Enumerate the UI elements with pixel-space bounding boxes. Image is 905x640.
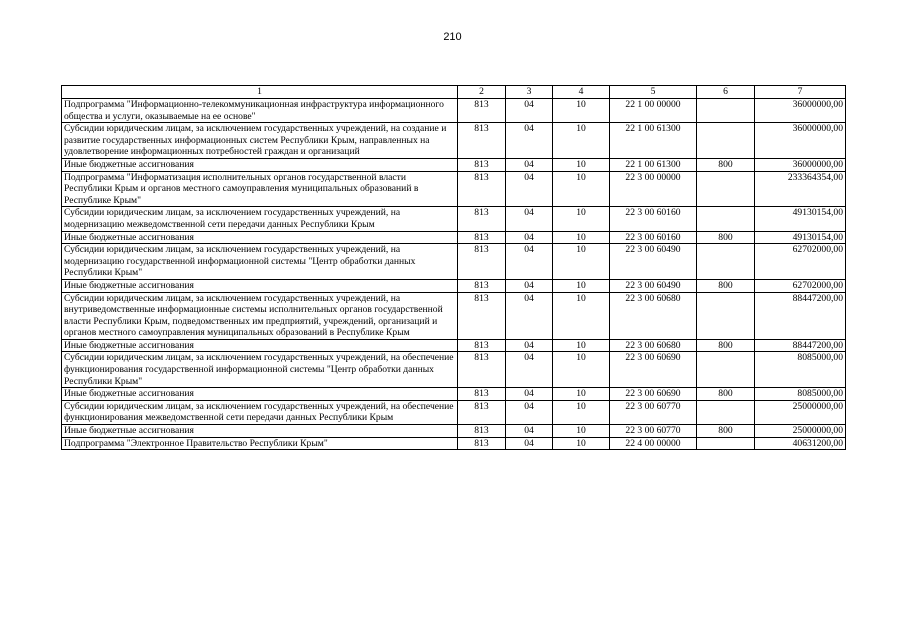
row-amount-cell: 49130154,00: [755, 231, 846, 244]
table-row: [62, 279, 846, 292]
row-target-article-cell: 22 1 00 61300: [610, 158, 697, 171]
row-name-cell: Иные бюджетные ассигнования: [62, 425, 458, 438]
row-subsection-cell: 10: [553, 171, 610, 207]
row-subsection-cell: 10: [553, 231, 610, 244]
table-row: [62, 99, 846, 123]
row-name-cell: Субсидии юридическим лицам, за исключением государственных учреждений, на обеспечение функционирования государственной информационной системы "Центр обработки данных Республики Крым": [62, 352, 458, 388]
row-section-cell: 04: [506, 425, 553, 438]
row-expense-type-cell: 800: [697, 425, 755, 438]
row-subsection-cell: 10: [553, 158, 610, 171]
row-amount-cell: 36000000,00: [755, 99, 846, 123]
row-expense-type-cell: [697, 292, 755, 339]
row-section-cell: 04: [506, 279, 553, 292]
row-subsection-cell: 10: [553, 437, 610, 450]
column-header: 6: [697, 86, 755, 99]
row-name-cell: Иные бюджетные ассигнования: [62, 339, 458, 352]
row-section-cell: 04: [506, 292, 553, 339]
row-ministry-code-cell: 813: [458, 99, 506, 123]
row-section-cell: 04: [506, 123, 553, 159]
row-section-cell: 04: [506, 158, 553, 171]
row-subsection-cell: 10: [553, 279, 610, 292]
row-name-cell: Иные бюджетные ассигнования: [62, 158, 458, 171]
row-section-cell: 04: [506, 99, 553, 123]
column-header: 1: [62, 86, 458, 99]
row-target-article-cell: 22 3 00 60690: [610, 352, 697, 388]
table-row: [62, 339, 846, 352]
row-ministry-code-cell: 813: [458, 244, 506, 280]
row-section-cell: 04: [506, 231, 553, 244]
row-ministry-code-cell: 813: [458, 231, 506, 244]
row-subsection-cell: 10: [553, 339, 610, 352]
row-target-article-cell: 22 3 00 00000: [610, 171, 697, 207]
row-expense-type-cell: [697, 207, 755, 231]
table-row: [62, 425, 846, 438]
table-header-row: [62, 86, 846, 99]
row-ministry-code-cell: 813: [458, 437, 506, 450]
row-ministry-code-cell: 813: [458, 352, 506, 388]
row-subsection-cell: 10: [553, 99, 610, 123]
row-amount-cell: 88447200,00: [755, 339, 846, 352]
row-subsection-cell: 10: [553, 292, 610, 339]
table-row: [62, 352, 846, 388]
row-target-article-cell: 22 3 00 60490: [610, 279, 697, 292]
table-row: [62, 400, 846, 424]
row-name-cell: Иные бюджетные ассигнования: [62, 279, 458, 292]
row-target-article-cell: 22 3 00 60680: [610, 339, 697, 352]
row-target-article-cell: 22 3 00 60160: [610, 231, 697, 244]
row-amount-cell: 36000000,00: [755, 123, 846, 159]
row-subsection-cell: 10: [553, 388, 610, 401]
row-name-cell: Субсидии юридическим лицам, за исключением государственных учреждений, на модернизацию государственной информационной системы "Центр обработки данных Республики Крым": [62, 244, 458, 280]
row-expense-type-cell: [697, 400, 755, 424]
row-amount-cell: 25000000,00: [755, 400, 846, 424]
row-amount-cell: 36000000,00: [755, 158, 846, 171]
table-row: [62, 292, 846, 339]
column-header: 7: [755, 86, 846, 99]
row-ministry-code-cell: 813: [458, 400, 506, 424]
row-subsection-cell: 10: [553, 352, 610, 388]
row-target-article-cell: 22 3 00 60680: [610, 292, 697, 339]
row-expense-type-cell: [697, 171, 755, 207]
row-subsection-cell: 10: [553, 425, 610, 438]
row-amount-cell: 49130154,00: [755, 207, 846, 231]
row-target-article-cell: 22 3 00 60490: [610, 244, 697, 280]
row-expense-type-cell: 800: [697, 388, 755, 401]
row-amount-cell: 25000000,00: [755, 425, 846, 438]
row-subsection-cell: 10: [553, 123, 610, 159]
row-expense-type-cell: 800: [697, 279, 755, 292]
row-ministry-code-cell: 813: [458, 292, 506, 339]
table-row: [62, 437, 846, 450]
row-expense-type-cell: [697, 123, 755, 159]
row-target-article-cell: 22 1 00 00000: [610, 99, 697, 123]
row-section-cell: 04: [506, 171, 553, 207]
table-row: [62, 158, 846, 171]
row-expense-type-cell: [697, 352, 755, 388]
column-header: 4: [553, 86, 610, 99]
row-name-cell: Субсидии юридическим лицам, за исключением государственных учреждений, на обеспечение функционирования межведомственной сети передачи данных Республики Крым: [62, 400, 458, 424]
row-amount-cell: 62702000,00: [755, 244, 846, 280]
row-ministry-code-cell: 813: [458, 425, 506, 438]
row-amount-cell: 62702000,00: [755, 279, 846, 292]
row-target-article-cell: 22 4 00 00000: [610, 437, 697, 450]
column-header: 3: [506, 86, 553, 99]
column-header: 5: [610, 86, 697, 99]
row-section-cell: 04: [506, 437, 553, 450]
row-amount-cell: 233364354,00: [755, 171, 846, 207]
row-amount-cell: 40631200,00: [755, 437, 846, 450]
row-name-cell: Иные бюджетные ассигнования: [62, 388, 458, 401]
row-expense-type-cell: [697, 437, 755, 450]
row-expense-type-cell: 800: [697, 231, 755, 244]
row-subsection-cell: 10: [553, 207, 610, 231]
row-expense-type-cell: 800: [697, 339, 755, 352]
row-ministry-code-cell: 813: [458, 158, 506, 171]
row-expense-type-cell: [697, 99, 755, 123]
table-row: [62, 123, 846, 159]
row-name-cell: Подпрограмма "Информационно-телекоммуникационная инфраструктура информационного общества и услуги, оказываемые на ее основе": [62, 99, 458, 123]
row-name-cell: Иные бюджетные ассигнования: [62, 231, 458, 244]
row-target-article-cell: 22 1 00 61300: [610, 123, 697, 159]
row-name-cell: Субсидии юридическим лицам, за исключением государственных учреждений, на внутриведомственные информационные системы исполнительных органов государственной власти Республики Крым, подведомственных им предприятий, учреждений, организаций и органов местного самоуправления муниципальных образований в Республике Крым: [62, 292, 458, 339]
row-name-cell: Субсидии юридическим лицам, за исключением государственных учреждений, на создание и развитие государственных информационных систем Республики Крым, направленных на удовлетворение информационных потребностей граждан и организаций: [62, 123, 458, 159]
table-row: [62, 207, 846, 231]
row-ministry-code-cell: 813: [458, 207, 506, 231]
row-section-cell: 04: [506, 339, 553, 352]
row-ministry-code-cell: 813: [458, 279, 506, 292]
row-section-cell: 04: [506, 244, 553, 280]
table-row: [62, 171, 846, 207]
row-ministry-code-cell: 813: [458, 123, 506, 159]
row-subsection-cell: 10: [553, 400, 610, 424]
row-expense-type-cell: [697, 244, 755, 280]
row-amount-cell: 8085000,00: [755, 352, 846, 388]
table-row: [62, 388, 846, 401]
row-target-article-cell: 22 3 00 60770: [610, 425, 697, 438]
row-name-cell: Подпрограмма "Информатизация исполнительных органов государственной власти Республики Крым и органов местного самоуправления муниципальных образований в Республике Крым": [62, 171, 458, 207]
row-section-cell: 04: [506, 207, 553, 231]
row-ministry-code-cell: 813: [458, 171, 506, 207]
table-row: [62, 244, 846, 280]
budget-table: [61, 85, 846, 450]
row-target-article-cell: 22 3 00 60160: [610, 207, 697, 231]
row-ministry-code-cell: 813: [458, 388, 506, 401]
row-section-cell: 04: [506, 352, 553, 388]
row-name-cell: Субсидии юридическим лицам, за исключением государственных учреждений, на модернизацию межведомственной сети передачи данных Республики Крым: [62, 207, 458, 231]
row-amount-cell: 88447200,00: [755, 292, 846, 339]
row-ministry-code-cell: 813: [458, 339, 506, 352]
page-number: 210: [443, 31, 462, 43]
row-amount-cell: 8085000,00: [755, 388, 846, 401]
row-target-article-cell: 22 3 00 60690: [610, 388, 697, 401]
row-target-article-cell: 22 3 00 60770: [610, 400, 697, 424]
column-header: 2: [458, 86, 506, 99]
row-expense-type-cell: 800: [697, 158, 755, 171]
row-section-cell: 04: [506, 400, 553, 424]
row-name-cell: Подпрограмма "Электронное Правительство Республики Крым": [62, 437, 458, 450]
row-subsection-cell: 10: [553, 244, 610, 280]
row-section-cell: 04: [506, 388, 553, 401]
table-row: [62, 231, 846, 244]
